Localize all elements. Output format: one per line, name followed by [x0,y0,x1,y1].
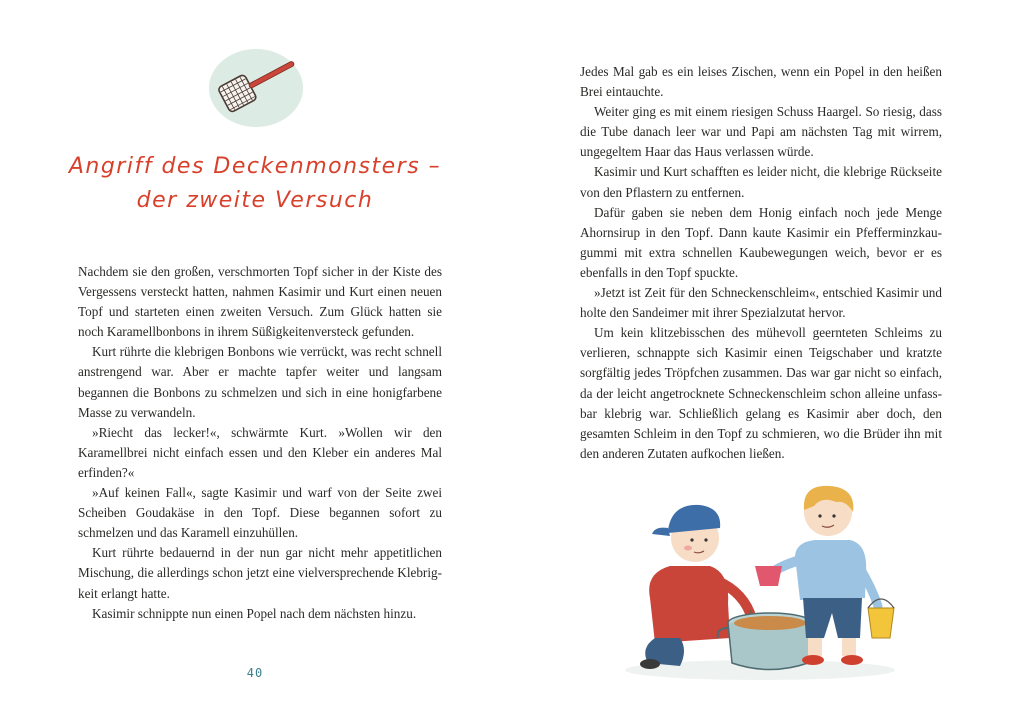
paragraph: Jedes Mal gab es ein leises Zischen, wenn ein Popel in den heißen Brei eintauchte. [580,64,942,100]
paragraph: Dafür gaben sie neben dem Honig einfach noch jede Menge Ahornsirup in den Topf. Dann kaute Kasimir ein Pfefferminzkaugummi mit extra schnellen Kaubewegungen weich, bevor er es ebenfalls in den Topf spuckte. [580,204,942,280]
paragraph: Nachdem sie den großen, verschmorten Topf sicher in der Kiste des Vergessens versteckt hatten, nahmen Kasimir und Kurt einen neuen Topf und starteten einen zweiten Versuch. Zum Glück hatten sie noch Karamellbonbons in ihrem Süßigkeitenversteck gefunden. [78,264,442,340]
paragraph: Kurt rührte bedauernd in der nun gar nicht mehr appetitlichen Mischung, die allerdings schon jetzt eine vielversprechende Klebrigkeit erlangt hatte. [78,545,442,601]
chapter-title-line-2: der zweite Versuch [136,188,374,213]
paragraph: Kasimir schnippte nun einen Popel nach dem nächsten hinzu. [92,605,417,621]
page-number: 40 [246,666,264,680]
right-body-text [580,62,942,464]
paragraph: Kurt rührte die klebrigen Bonbons wie verrückt, was recht schnell anstrengend war. Aber er machte tapfer weiter und langsam begannen die Bonbons zu schmelzen und sich in eine honigfarbene Masse zu verwandeln. [78,344,442,420]
chapter-title-line-1: Angriff des Deckenmonsters – [68,154,442,179]
chapter-title [60,150,450,218]
two-boys-stirring-pot-illustration [610,478,910,688]
right-page [510,0,1020,720]
paragraph: »Riecht das lecker!«, schwärmte Kurt. »Wollen wir den Karamellbrei nicht einfach essen und den Kleber ein anderes Mal erfinden?« [78,424,442,480]
left-body-text [78,262,442,624]
paragraph: Kasimir und Kurt schafften es leider nicht, die klebrige Rückseite von den Pflastern zu entfernen. [580,164,942,200]
fly-swatter-icon [204,48,304,130]
paragraph: »Jetzt ist Zeit für den Schneckenschleim«, entschied Kasimir und holte den Sandeimer mit ihrer Spezialzutat hervor. [580,285,942,321]
paragraph: »Auf keinen Fall«, sagte Kasimir und warf von der Seite zwei Scheiben Goudakäse in den Topf. Diese begannen sofort zu schmelzen und das Karamell einzuhüllen. [78,485,442,541]
paragraph: Um kein klitzebisschen des mühevoll geernteten Schleims zu verlieren, schnappte sich Kasimir einen Teigschaber und kratzte sorgfältig jedes Tröpfchen zusammen. Das war gar nicht so einfach, da der leicht angetrocknete Schneckenschleim schon alleine unfassbar klebrig war. Schließlich gelang es Kasimir aber doch, den gesamten Schleim in den Topf zu schmieren, wo die Brüder ihn mit den anderen Zutaten aufkochen ließen. [580,325,942,461]
paragraph: Weiter ging es mit einem riesigen Schuss Haargel. So riesig, dass die Tube danach leer war und Papi am nächsten Tag mit wirrem, ungegeltem Haar das Haus verlassen würde. [580,104,942,160]
